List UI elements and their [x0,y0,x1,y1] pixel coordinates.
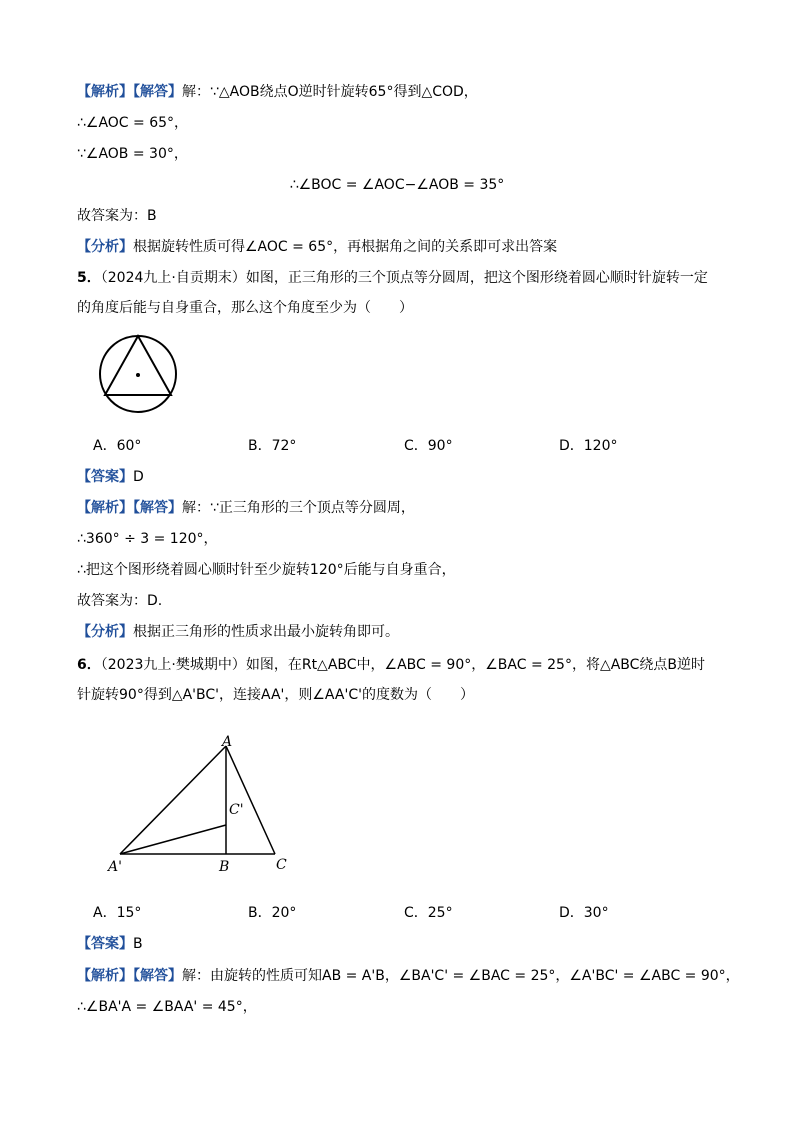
segment-a-aprime [120,746,226,854]
answer-tag: 【答案】 [77,936,133,952]
question-5 [77,263,717,323]
option-a[interactable]: A．15° [93,905,142,921]
segment-aprime-cprime [120,825,226,854]
label-c-prime: C' [229,802,244,818]
analysis-tag: 【分析】 [77,624,133,640]
question-number: 5． [77,270,101,286]
label-c: C [276,857,287,873]
option-c[interactable]: C．90° [404,438,453,454]
analysis-tag: 【分析】 [77,239,133,255]
options-q5 [93,436,733,456]
solution-line [77,498,415,518]
answer-statement: 故答案为：B [77,208,157,224]
question-text: 如图，在Rt△ABC中，∠ABC = 90°，∠BAC = 25°，将△ABC绕点B逆时针旋转90°得到△A'BC'，连接AA'，则∠AA'C'的度数为（ ） [77,657,706,703]
segment-a-c [226,746,275,854]
rotated-triangle-figure [100,728,300,878]
question-text: 如图，正三角形的三个顶点等分圆周，把这个图形绕着圆心顺时针旋转一定的角度后能与自身重合，那么这个角度至少为（ ） [77,270,708,316]
option-b[interactable]: B．20° [248,905,297,921]
solution-tag: 【解析】【解答】 [77,84,182,100]
answer-line [77,467,144,487]
question-number: 6． [77,657,101,673]
options-q6 [93,903,733,923]
solution-line: ∴∠AOC = 65°， [77,115,189,131]
circle-triangle-figure [95,328,185,418]
analysis-text: 根据正三角形的性质求出最小旋转角即可。 [133,624,399,640]
option-d[interactable]: D．30° [559,905,609,921]
solution-text: 解：∵△AOB绕点O逆时针旋转65°得到△COD， [182,84,478,100]
label-a-prime: A' [108,859,122,875]
question-source: （2023九上·樊城期中） [100,657,246,673]
solution-line [77,82,478,102]
label-b: B [219,859,230,875]
solution-line: ∴360° ÷ 3 = 120°， [77,531,218,547]
option-a[interactable]: A．60° [93,438,142,454]
answer-statement: 故答案为：D. [77,593,163,609]
option-c[interactable]: C．25° [404,905,453,921]
solution-line [77,966,740,986]
solution-line: ∵∠AOB = 30°， [77,146,188,162]
analysis-line [77,237,557,257]
option-d[interactable]: D．120° [559,438,618,454]
answer-tag: 【答案】 [77,469,133,485]
label-a: A [222,734,233,750]
question-source: （2024九上·自贡期末） [100,270,246,286]
answer-value: D [133,469,144,485]
answer-line [77,934,143,954]
solution-line: ∴∠BA'A = ∠BAA' = 45°， [77,999,257,1015]
option-b[interactable]: B．72° [248,438,297,454]
analysis-line [77,622,399,642]
analysis-text: 根据旋转性质可得∠AOC = 65°，再根据角之间的关系即可求出答案 [133,239,558,255]
solution-equation: ∴∠BOC = ∠AOC−∠AOB = 35° [289,177,505,193]
answer-value: B [133,936,143,952]
solution-tag: 【解析】【解答】 [77,500,182,516]
solution-text: 解：由旋转的性质可知AB = A'B，∠BA'C' = ∠BAC = 25°，∠A'BC' = ∠ABC = 90°， [182,968,740,984]
solution-line: ∴把这个图形绕着圆心顺时针至少旋转120°后能与自身重合， [77,562,456,578]
question-6 [77,650,717,710]
solution-text: 解：∵正三角形的三个顶点等分圆周， [182,500,415,516]
solution-tag: 【解析】【解答】 [77,968,182,984]
center-point [136,373,140,377]
